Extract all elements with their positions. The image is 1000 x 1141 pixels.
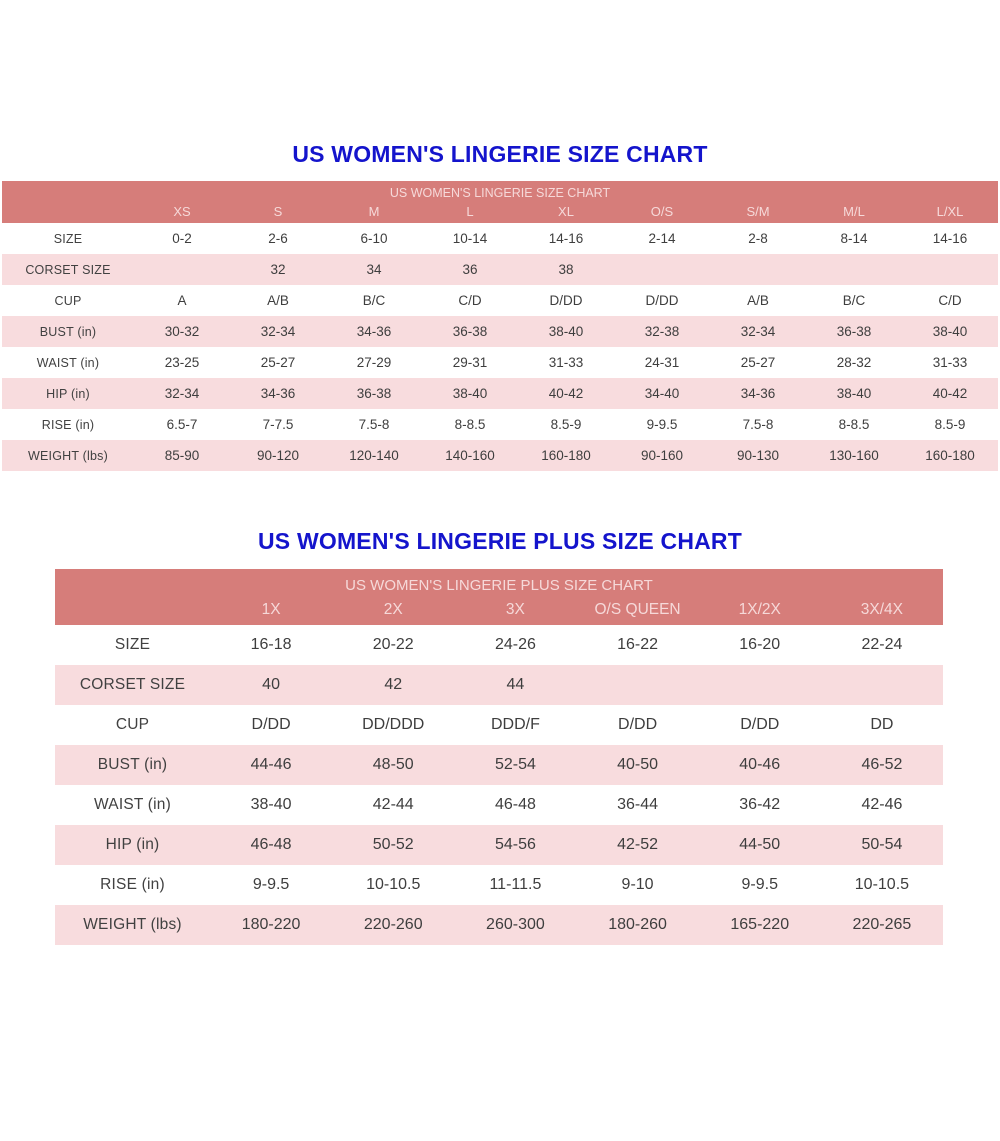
table-cell: 220-265 — [852, 916, 912, 933]
table-cell: 14-16 — [932, 231, 968, 246]
table-row — [55, 625, 943, 665]
table-cell: 8-8.5 — [454, 417, 486, 432]
table-cell: 2-14 — [648, 231, 676, 246]
table-cell: 36-44 — [617, 796, 659, 813]
table-cell: 36-38 — [836, 324, 872, 339]
column-header: 3X — [505, 600, 525, 618]
table-header-band — [55, 569, 943, 625]
table-cell: 46-48 — [494, 796, 536, 813]
row-label: HIP (in) — [46, 386, 90, 401]
table-cell: 7.5-8 — [742, 417, 774, 432]
table-cell: 6-10 — [360, 231, 388, 246]
table-cell: 42 — [384, 676, 403, 693]
table-cell: 9-10 — [621, 876, 654, 893]
row-label: BUST (in) — [39, 324, 97, 339]
column-header: S — [273, 204, 283, 219]
column-header: 3X/4X — [860, 600, 904, 618]
table-cell: 34-36 — [740, 386, 776, 401]
table-cell: 10-14 — [452, 231, 488, 246]
table-cell: 31-33 — [932, 355, 968, 370]
table-cell: 9-9.5 — [252, 876, 290, 893]
table-cell: 90-120 — [256, 448, 300, 463]
table-row — [55, 825, 943, 865]
table-cell: A/B — [267, 293, 289, 308]
table-cell: 8-8.5 — [838, 417, 870, 432]
table-cell: A — [177, 293, 187, 308]
row-label: CORSET SIZE — [25, 262, 111, 277]
row-label: BUST (in) — [97, 756, 168, 773]
table-cell: 27-29 — [356, 355, 392, 370]
column-header: 1X/2X — [738, 600, 781, 618]
table-cell: 260-300 — [486, 916, 545, 933]
row-label: WEIGHT (lbs) — [28, 448, 108, 463]
table-cell: 42-44 — [372, 796, 414, 813]
column-header: XS — [173, 204, 191, 219]
column-header: M/L — [843, 204, 865, 219]
table-row — [2, 378, 998, 409]
table-cell: D/DD — [645, 293, 679, 308]
table-cell: 32-34 — [260, 324, 296, 339]
table-cell: 10-10.5 — [854, 876, 910, 893]
table-cell: 8.5-9 — [934, 417, 966, 432]
table-cell: C/D — [938, 293, 962, 308]
table-cell: 140-160 — [445, 448, 495, 463]
table-row — [2, 223, 998, 254]
lingerie-size-table — [2, 181, 998, 471]
table-cell: 40-50 — [617, 756, 659, 773]
table-row — [55, 665, 943, 705]
table-cell: 40-42 — [932, 386, 968, 401]
table-cell: DDD/F — [490, 716, 540, 733]
table-body — [2, 223, 998, 471]
table-cell: 40-46 — [739, 756, 781, 773]
table-cell: DD — [870, 716, 894, 733]
column-header: L — [466, 204, 474, 219]
table-cell: 8-14 — [840, 231, 868, 246]
table-cell: 34-36 — [356, 324, 392, 339]
row-label: CUP — [54, 293, 82, 308]
table-cell: 46-48 — [250, 836, 292, 853]
table-cell: 42-46 — [861, 796, 903, 813]
table-cell: 36-42 — [739, 796, 781, 813]
table-cell: 16-20 — [739, 636, 781, 653]
table-cell: 6.5-7 — [166, 417, 198, 432]
table-row — [55, 785, 943, 825]
table-cell: B/C — [362, 293, 386, 308]
table-cell: A/B — [747, 293, 769, 308]
table-cell: 90-160 — [640, 448, 684, 463]
table-row — [2, 254, 998, 285]
table-body — [55, 625, 943, 945]
row-label: WAIST (in) — [36, 355, 100, 370]
table-cell: 42-52 — [617, 836, 659, 853]
table-row — [2, 440, 998, 471]
table-cell: D/DD — [740, 716, 780, 733]
table-cell: 31-33 — [548, 355, 584, 370]
table-cell: 7.5-8 — [358, 417, 390, 432]
table-title: US WOMEN'S LINGERIE SIZE CHART — [389, 186, 611, 200]
table-cell: 44-46 — [250, 756, 292, 773]
table-cell: 38-40 — [932, 324, 968, 339]
table-cell: 34-40 — [644, 386, 680, 401]
table-cell: 36-38 — [356, 386, 392, 401]
page-title-lingerie-size-chart: US WOMEN'S LINGERIE SIZE CHART — [292, 141, 708, 167]
table-cell: 9-9.5 — [646, 417, 678, 432]
table-title: US WOMEN'S LINGERIE PLUS SIZE CHART — [345, 577, 653, 594]
table-cell: 32-34 — [164, 386, 200, 401]
table-header-band — [2, 181, 998, 223]
table-cell: 120-140 — [349, 448, 399, 463]
row-label: WEIGHT (lbs) — [83, 916, 182, 933]
table-row — [55, 905, 943, 945]
table-cell: 36-38 — [452, 324, 488, 339]
table-row — [55, 705, 943, 745]
row-label: RISE (in) — [100, 876, 165, 893]
table-cell: 32-38 — [644, 324, 680, 339]
table-cell: 10-10.5 — [366, 876, 421, 893]
table-row — [2, 409, 998, 440]
column-header-row — [2, 200, 998, 223]
table-cell: 29-31 — [452, 355, 488, 370]
table-cell: 0-2 — [172, 231, 192, 246]
table-cell: 48-50 — [372, 756, 414, 773]
table-cell: 50-52 — [372, 836, 414, 853]
column-header: XL — [558, 204, 574, 219]
table-cell: 38-40 — [452, 386, 488, 401]
table-cell: 16-22 — [617, 636, 659, 653]
table-cell: 2-6 — [268, 231, 288, 246]
table-cell: 9-9.5 — [741, 876, 778, 893]
table-row — [55, 745, 943, 785]
table-cell: 40 — [262, 676, 280, 693]
table-cell: D/DD — [549, 293, 583, 308]
table-cell: 34-36 — [260, 386, 296, 401]
column-header: M — [368, 204, 380, 219]
table-cell: 160-180 — [541, 448, 591, 463]
row-label: CUP — [115, 716, 150, 733]
table-row — [2, 347, 998, 378]
table-cell: 54-56 — [494, 836, 536, 853]
table-row — [55, 865, 943, 905]
table-cell: 8.5-9 — [550, 417, 582, 432]
table-row — [2, 316, 998, 347]
row-label: CORSET SIZE — [79, 676, 186, 693]
table-cell: 165-220 — [730, 916, 790, 933]
table-cell: 90-130 — [736, 448, 780, 463]
table-cell: 28-32 — [836, 355, 872, 370]
table-cell: 85-90 — [164, 448, 200, 463]
table-cell: 44 — [506, 676, 525, 693]
table-cell: C/D — [458, 293, 482, 308]
table-cell: 14-16 — [548, 231, 584, 246]
table-cell: 24-26 — [494, 636, 536, 653]
table-cell: 25-27 — [260, 355, 296, 370]
table-row — [2, 285, 998, 316]
row-label: SIZE — [114, 636, 151, 653]
column-header: 1X — [261, 600, 281, 618]
table-cell: 7-7.5 — [262, 417, 294, 432]
table-cell: 32 — [270, 262, 286, 277]
row-label: SIZE — [53, 231, 83, 246]
table-cell: 38-40 — [250, 796, 292, 813]
table-cell: 38 — [558, 262, 574, 277]
table-cell: 25-27 — [740, 355, 776, 370]
table-cell: 20-22 — [372, 636, 414, 653]
column-header: 2X — [383, 600, 403, 618]
table-cell: 38-40 — [836, 386, 872, 401]
table-cell: 40-42 — [548, 386, 584, 401]
table-cell: 34 — [366, 262, 382, 277]
column-header-row — [55, 594, 943, 625]
table-cell: 36 — [462, 262, 478, 277]
table-cell: 180-260 — [608, 916, 667, 933]
column-header: O/S QUEEN — [594, 600, 681, 618]
table-cell: 52-54 — [494, 756, 536, 773]
table-cell: 24-31 — [644, 355, 680, 370]
row-label: WAIST (in) — [94, 796, 171, 813]
table-cell: 130-160 — [829, 448, 879, 463]
table-cell: 38-40 — [548, 324, 584, 339]
table-cell: 46-52 — [861, 756, 903, 773]
table-cell: 22-24 — [861, 636, 903, 653]
table-cell: 180-220 — [241, 916, 301, 933]
lingerie-plus-size-table — [55, 569, 943, 945]
table-cell: DD/DDD — [362, 716, 425, 733]
column-header: O/S — [650, 204, 674, 219]
table-cell: 50-54 — [861, 836, 903, 853]
table-cell: D/DD — [251, 716, 291, 733]
table-cell: 220-260 — [363, 916, 423, 933]
table-cell: 44-50 — [739, 836, 781, 853]
table-cell: B/C — [842, 293, 866, 308]
column-header: S/M — [746, 204, 770, 219]
table-cell: 32-34 — [740, 324, 776, 339]
table-cell: 30-32 — [164, 324, 200, 339]
row-label: HIP (in) — [105, 836, 160, 853]
table-cell: D/DD — [618, 716, 658, 733]
table-cell: 11-11.5 — [489, 876, 542, 893]
table-cell: 16-18 — [250, 636, 292, 653]
table-cell: 2-8 — [748, 231, 768, 246]
row-label: RISE (in) — [41, 417, 95, 432]
column-header: L/XL — [936, 204, 964, 219]
table-cell: 23-25 — [164, 355, 200, 370]
page-title-lingerie-plus-size-chart: US WOMEN'S LINGERIE PLUS SIZE CHART — [258, 528, 742, 554]
table-cell: 160-180 — [925, 448, 975, 463]
